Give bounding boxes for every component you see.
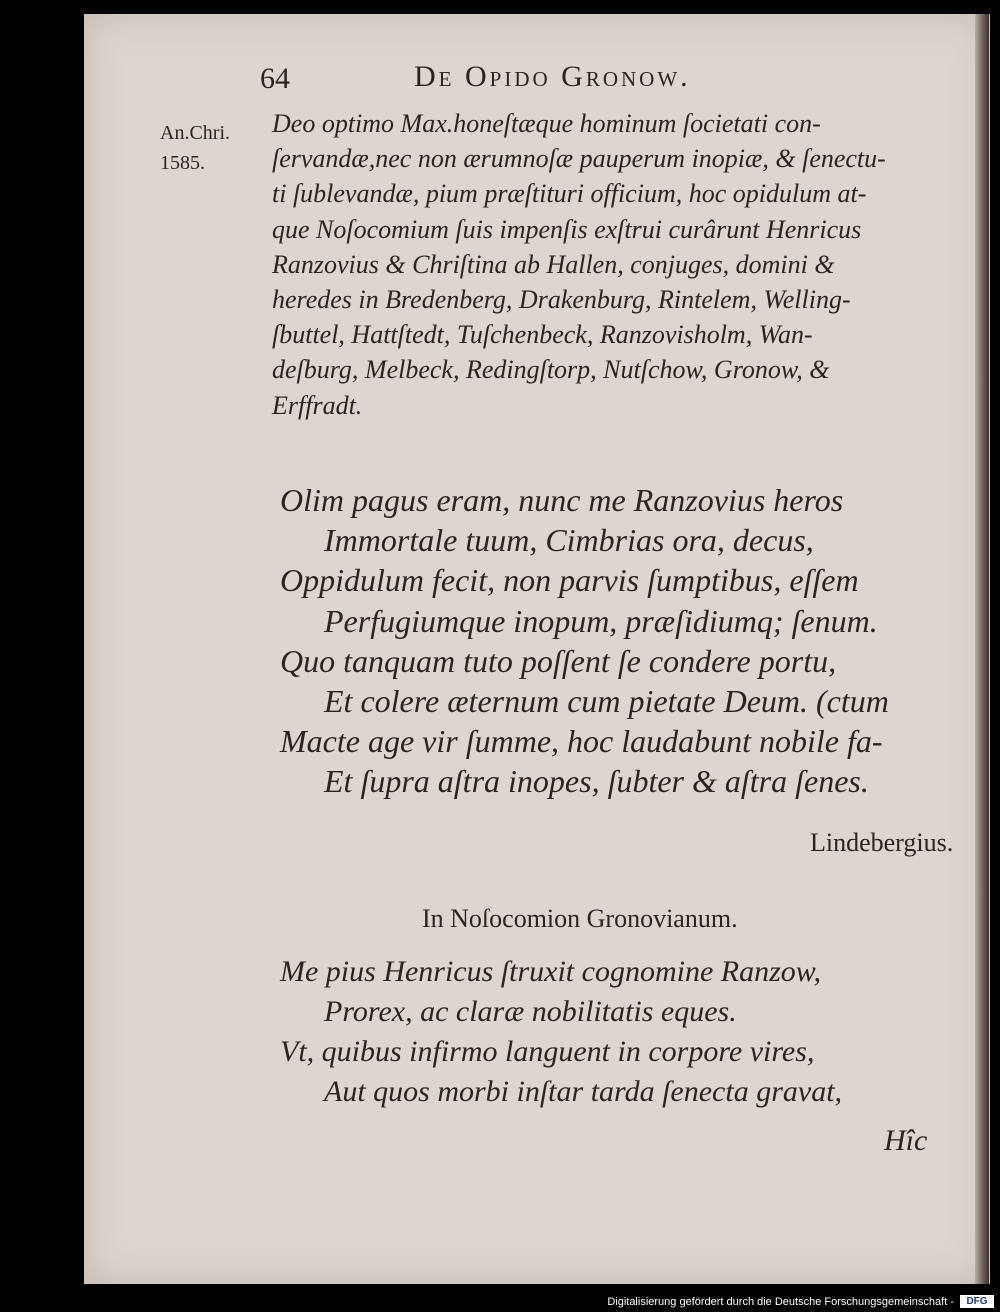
funding-credit: Digitalisierung gefördert durch die Deutsche Forschungsgemeinschaft - <box>607 1296 954 1308</box>
poem-line: Quo tanquam tuto poſſent ſe condere portu, <box>280 642 837 679</box>
prose-line: heredes in Bredenberg, Drakenburg, Rintelem, Welling- <box>272 285 851 315</box>
margin-note-line: An.Chri. <box>160 122 230 144</box>
prose-line: deſburg, Melbeck, Redingſtorp, Nutſchow, Gronow, & <box>272 355 830 385</box>
poem-nosocomion <box>280 952 842 1112</box>
margin-note <box>160 118 240 178</box>
prose-line: ſbuttel, Hattſtedt, Tuſchenbeck, Ranzovisholm, Wan- <box>272 320 813 350</box>
running-head <box>84 58 990 98</box>
page-number: 64 <box>260 62 290 95</box>
prose-line: Deo optimo Max.honeſtæque hominum ſocietati con- <box>272 109 821 138</box>
poem-line: Immortale tuum, Cimbrias ora, decus, <box>324 522 814 559</box>
poem-line: Oppidulum fecit, non parvis ſumptibus, eſſem <box>280 562 859 599</box>
prose-line: ſervandæ,nec non ærumnoſæ pauperum inopiæ, & ſenectu- <box>272 144 886 174</box>
poem-line: Olim pagus eram, nunc me Ranzovius heros <box>280 482 844 518</box>
poem-line: Et ſupra aſtra inopes, ſubter & aſtra ſenes. <box>324 763 869 800</box>
poem-line: Prorex, ac claræ nobilitatis eques. <box>324 995 737 1028</box>
prose-line: ti ſublevandæ, pium præſtituri officium, hoc opidulum at- <box>272 179 867 209</box>
poem-line: Macte age vir ſumme, hoc laudabunt nobile fa- <box>280 723 883 760</box>
poem-line: Vt, quibus infirmo languent in corpore vires, <box>280 1035 815 1068</box>
poem-line: Et colere æternum cum pietate Deum. (ctum <box>324 683 889 720</box>
book-page <box>84 14 990 1284</box>
prose-line: Ranzovius & Chriſtina ab Hallen, conjuges, domini & <box>272 249 835 279</box>
prose-line: Erffradt. <box>272 390 363 420</box>
poem-line: Aut quos morbi inſtar tarda ſenecta gravat, <box>324 1075 843 1108</box>
poem-epigram <box>280 480 889 802</box>
poem-line: Perfugiumque inopum, præſidiumq; ſenum. <box>324 602 878 639</box>
margin-note-line: 1585. <box>160 152 205 174</box>
section-heading: In Noſocomion Gronovianum. <box>422 904 738 933</box>
prose-line: que Noſocomium ſuis impenſis exſtrui curârunt Henricus <box>272 214 862 244</box>
dedication-prose <box>272 106 952 423</box>
author-signature: Lindebergius. <box>810 828 954 857</box>
catchword: Hîc <box>884 1124 928 1157</box>
book-gutter <box>975 14 989 1284</box>
poem-line: Me pius Henricus ſtruxit cognomine Ranzow, <box>280 955 822 988</box>
dfg-logo: DFG <box>960 1295 994 1308</box>
running-title: De Opido Gronow. <box>414 60 691 93</box>
